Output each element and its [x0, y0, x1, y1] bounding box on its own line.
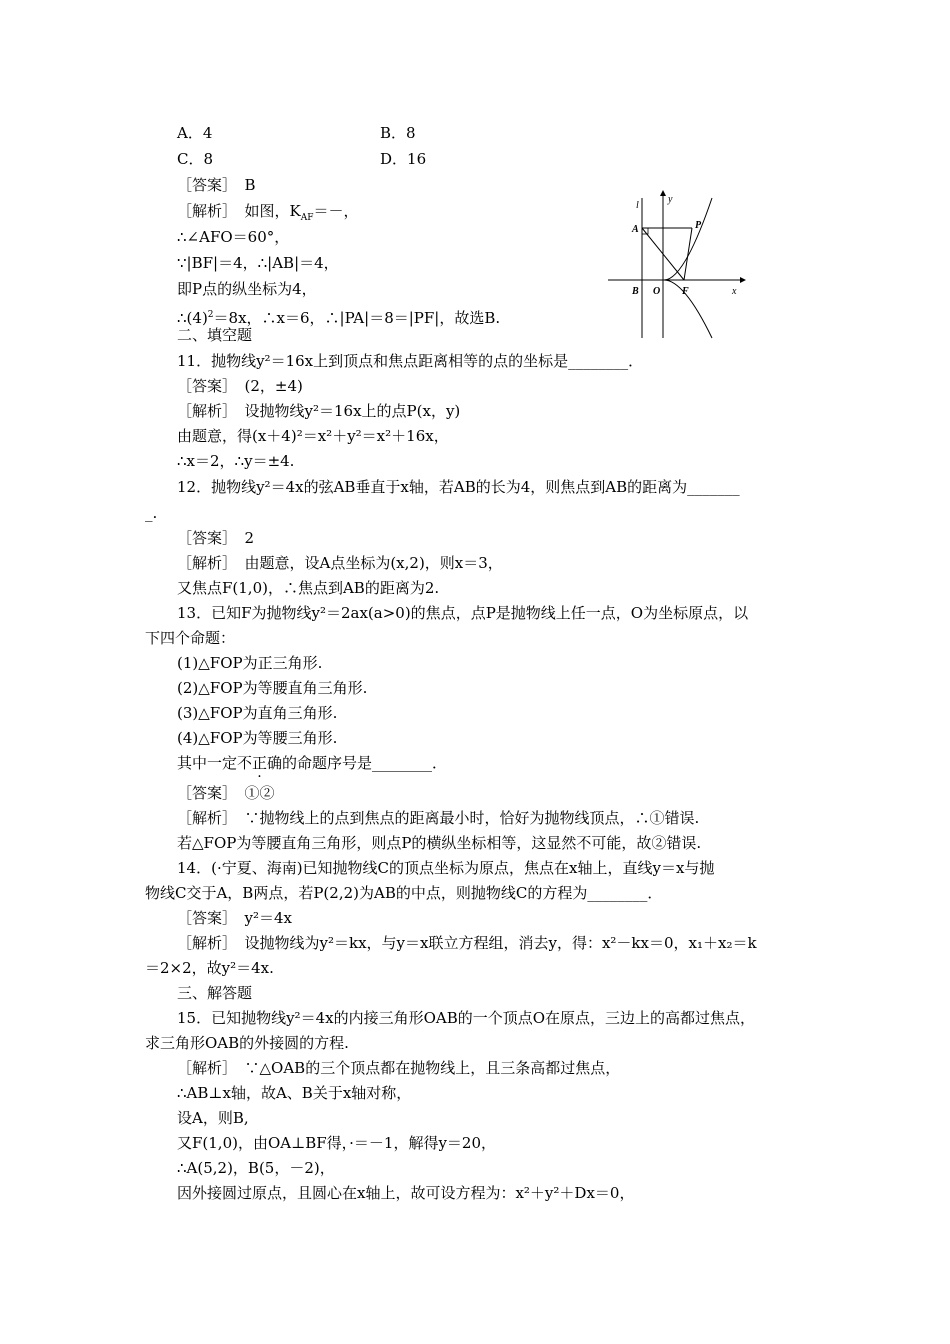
q12-analysis: ［解析］ 由题意，设A点坐标为(x,2)，则x＝3，	[177, 554, 503, 572]
q10-angle: ∴∠AFO＝60°，	[177, 228, 290, 246]
q15-step1: ∴AB⊥x轴，故A、B关于x轴对称，	[177, 1084, 412, 1102]
q13-step1: 若△FOP为等腰直角三角形，则点P的横纵坐标相等，这显然不可能，故②错误.	[177, 834, 702, 852]
q14-answer: ［答案］ y²＝4x	[177, 909, 292, 927]
parabola-figure	[600, 188, 750, 340]
option-b: B．8	[380, 124, 416, 142]
label-y: y	[668, 194, 673, 205]
ask-text-b: 的命题序号是________．	[282, 754, 448, 772]
q13-answer: ［答案］ ①②	[177, 784, 275, 802]
label-l: l	[636, 200, 639, 211]
analysis-text-b: ＝－，	[313, 202, 359, 220]
q10-bf: ∵|BF|＝4，∴|AB|＝4，	[177, 254, 339, 272]
q13-proposition-3: (3)△FOP为直角三角形.	[177, 704, 338, 722]
q15-step4: ∴A(5,2)，B(5，－2)，	[177, 1159, 335, 1177]
section-fill-in: 二、填空题	[177, 326, 253, 344]
analysis-text: ［解析］ 如图，K	[177, 202, 301, 220]
label-p: P	[695, 220, 702, 231]
q15-question-2: 求三角形OAB的外接圆的方程.	[145, 1034, 349, 1052]
q12-question-tail: _.	[145, 504, 158, 522]
q12-answer: ［答案］ 2	[177, 529, 255, 547]
q12-question: 12．抛物线y²＝4x的弦AB垂直于x轴，若AB的长为4，则焦点到AB的距离为_______	[177, 478, 740, 496]
q10-analysis	[177, 202, 358, 227]
q14-question: 14．(·宁夏、海南)已知抛物线C的顶点坐标为原点，焦点在x轴上，直线y＝x与抛	[177, 859, 715, 877]
parabola-curve	[664, 198, 712, 338]
q14-analysis: ［解析］ 设抛物线为y²＝kx，与y＝x联立方程组，消去y，得：x²－kx＝0，x₁＋x₂＝k	[177, 934, 757, 952]
q10-answer: ［答案］ B	[177, 176, 256, 194]
q13-analysis: ［解析］ ∵抛物线上的点到焦点的距离最小时，恰好为抛物线顶点，∴①错误.	[177, 809, 700, 827]
q13-proposition-1: (1)△FOP为正三角形.	[177, 654, 323, 672]
q11-step2: ∴x＝2，∴y＝±4.	[177, 452, 295, 470]
q13-proposition-2: (2)△FOP为等腰直角三角形.	[177, 679, 368, 697]
q13-question: 13．已知F为抛物线y²＝2ax(a>0)的焦点，点P是抛物线上任一点，O为坐标原点，以	[177, 604, 749, 622]
q11-answer: ［答案］ (2，±4)	[177, 377, 303, 395]
label-b: B	[632, 286, 639, 297]
final-text-b: ＝8x，∴x＝6，∴|PA|＝8＝|PF|，故选B.	[213, 309, 501, 327]
q15-question: 15．已知抛物线y²＝4x的内接三角形OAB的一个顶点O在原点，三边上的高都过焦点，	[177, 1009, 756, 1027]
option-c: C．8	[177, 150, 214, 168]
q14-step1: ＝2×2，故y²＝4x.	[145, 959, 274, 977]
segment-pf	[684, 228, 692, 280]
q13-proposition-4: (4)△FOP为等腰三角形.	[177, 729, 338, 747]
q14-question-2: 物线C交于A，B两点，若P(2,2)为AB的中点，则抛物线C的方程为________．	[145, 884, 663, 902]
q11-analysis: ［解析］ 设抛物线y²＝16x上的点P(x，y)	[177, 402, 461, 420]
k-subscript: AF	[300, 213, 314, 223]
label-a: A	[632, 224, 639, 235]
q15-step5: 因外接圆过原点，且圆心在x轴上，故可设方程为：x²＋y²＋Dx＝0，	[177, 1184, 635, 1202]
label-x: x	[732, 286, 737, 297]
section-solve: 三、解答题	[177, 984, 253, 1002]
q13-question-2: 下四个命题：	[145, 629, 236, 647]
option-a: A．4	[177, 124, 213, 142]
q10-final	[177, 306, 500, 327]
q15-step2: 设A，则B,	[177, 1109, 249, 1127]
q11-question: 11．抛物线y²＝16x上到顶点和焦点距离相等的点的坐标是________．	[177, 352, 644, 370]
q10-p-ordinate: 即P点的纵坐标为4，	[177, 280, 317, 298]
q15-step3: 又F(1,0)，由OA⊥BF得，·＝－1，解得y＝20，	[177, 1134, 497, 1152]
q11-step1: 由题意，得(x＋4)²＝x²＋y²＝x²＋16x，	[177, 427, 449, 445]
option-d: D．16	[380, 150, 427, 168]
q15-analysis: ［解析］ ∵△OAB的三个顶点都在抛物线上，且三条高都过焦点，	[177, 1059, 621, 1077]
q12-step1: 又焦点F(1,0)，∴焦点到AB的距离为2.	[177, 579, 440, 597]
q13-ask	[177, 754, 447, 772]
label-f: F	[682, 286, 689, 297]
label-o: O	[653, 286, 661, 297]
x-axis-arrow	[740, 277, 746, 283]
ask-emphasis: 不正确	[237, 754, 283, 772]
ask-text: 其中一定	[177, 754, 238, 772]
y-axis-arrow	[660, 190, 666, 196]
final-text: ∴(4)	[177, 309, 208, 327]
final-sup: 2	[207, 310, 214, 320]
